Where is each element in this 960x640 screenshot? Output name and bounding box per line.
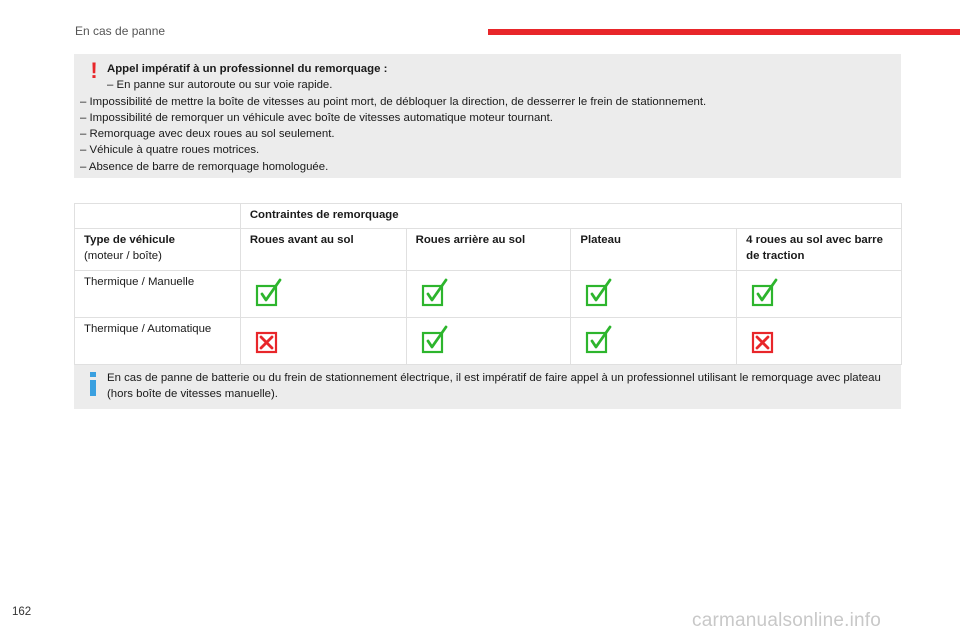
exclamation-icon: !	[90, 58, 98, 83]
column-header: Roues avant au sol	[240, 229, 406, 271]
column-header: Roues arrière au sol	[406, 229, 571, 271]
warning-text	[80, 58, 890, 175]
mark-cell	[406, 318, 571, 365]
check-icon	[254, 278, 284, 308]
row-label: Thermique / Manuelle	[75, 271, 241, 318]
mark-cell	[571, 318, 737, 365]
cross-icon	[750, 325, 780, 355]
warning-title: Appel impératif à un professionnel du remorquage :	[107, 63, 388, 75]
section-accent-bar	[488, 29, 960, 35]
check-icon	[750, 278, 780, 308]
info-text: En cas de panne de batterie ou du frein de stationnement électrique, il est impératif de faire appel à un professionnel utilisant le remorquage avec plateau (hors boîte de vitesses manuelle).	[107, 372, 881, 401]
towing-table	[74, 203, 902, 365]
group-header: Contraintes de remorquage	[240, 204, 901, 229]
empty-corner-cell	[75, 204, 241, 229]
warning-line: – Absence de barre de remorquage homologuée.	[80, 160, 329, 173]
warning-line: – Véhicule à quatre roues motrices.	[80, 144, 260, 157]
section-title: En cas de panne	[75, 24, 166, 38]
warning-line: – Impossibilité de mettre la boîte de vitesses au point mort, de débloquer la direction, de desserrer le frein de stationnement.	[80, 95, 707, 108]
warning-line: – Impossibilité de remorquer un véhicule avec boîte de vitesses automatique moteur tournant.	[80, 111, 553, 124]
row-header-cell	[75, 229, 241, 271]
row-header-sub: (moteur / boîte)	[84, 250, 162, 262]
mark-cell	[571, 271, 737, 318]
mark-cell	[240, 318, 406, 365]
info-icon	[89, 372, 97, 396]
row-header-title: Type de véhicule	[84, 234, 175, 246]
mark-cell	[406, 271, 571, 318]
mark-cell	[240, 271, 406, 318]
watermark: carmanualsonline.info	[692, 610, 882, 631]
table-row	[75, 318, 902, 365]
cross-icon	[254, 325, 284, 355]
check-icon	[420, 278, 450, 308]
row-label: Thermique / Automatique	[75, 318, 241, 365]
check-icon	[420, 325, 450, 355]
mark-cell	[737, 318, 902, 365]
check-icon	[584, 278, 614, 308]
warning-line: – Remorquage avec deux roues au sol seulement.	[80, 128, 335, 141]
check-icon	[584, 325, 614, 355]
warning-line: – En panne sur autoroute ou sur voie rapide.	[107, 79, 333, 92]
column-header: Plateau	[571, 229, 737, 271]
page-number: 162	[12, 606, 32, 618]
table-row	[75, 271, 902, 318]
mark-cell	[737, 271, 902, 318]
column-header: 4 roues au sol avec barre de traction	[737, 229, 902, 271]
